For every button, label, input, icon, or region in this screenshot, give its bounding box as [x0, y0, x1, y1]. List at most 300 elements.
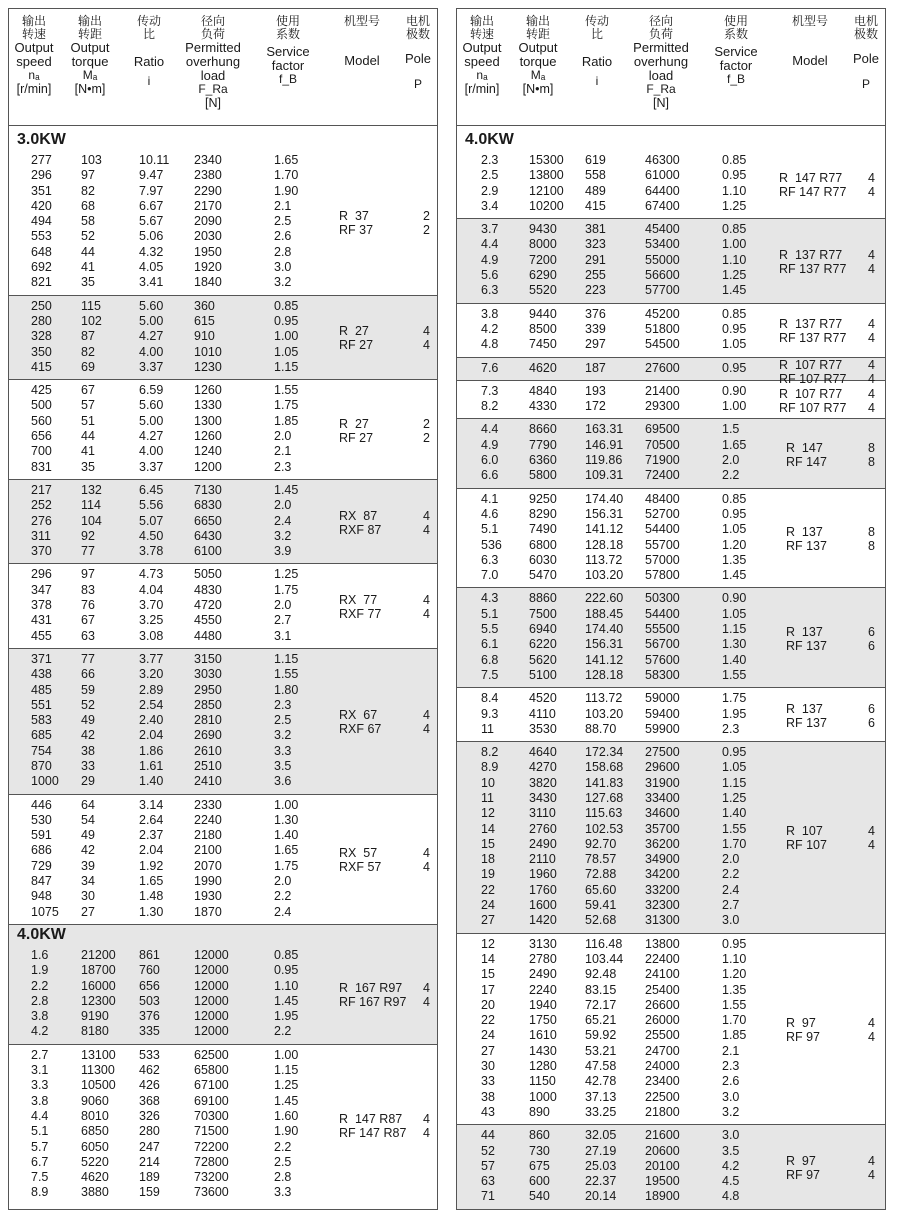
load-cell: 45200 [645, 306, 680, 321]
table-row [457, 983, 885, 998]
pole-value: 4 [868, 838, 875, 853]
ratio-cell: 323 [585, 237, 606, 252]
speed-cell: 5.6 [481, 268, 499, 283]
ratio-cell: 4.27 [139, 429, 164, 444]
torque-cell: 13800 [529, 168, 564, 183]
load-cell: 48400 [645, 491, 680, 506]
model-cell [339, 509, 434, 537]
speed-cell: 3.4 [481, 198, 499, 213]
model-line [779, 387, 879, 401]
pole-value: 4 [423, 722, 430, 737]
ratio-cell: 255 [585, 268, 606, 283]
pole-value: 4 [423, 995, 430, 1010]
model-group [9, 296, 437, 380]
pole-value: 4 [423, 846, 430, 861]
ratio-cell: 159 [139, 1185, 160, 1200]
torque-cell: 8860 [529, 591, 557, 606]
load-cell: 29600 [645, 760, 680, 775]
torque-cell: 16000 [81, 978, 116, 993]
ratio-cell: 188.45 [585, 606, 624, 621]
factor-cell: 1.10 [722, 183, 747, 198]
table-row [9, 759, 437, 774]
torque-cell: 52 [81, 697, 95, 712]
load-cell: 70300 [194, 1108, 229, 1123]
load-cell: 2690 [194, 728, 222, 743]
torque-cell: 21200 [81, 947, 116, 962]
ratio-cell: 4.27 [139, 329, 164, 344]
speed-cell: 7.5 [31, 1170, 49, 1185]
pole-value: 4 [868, 261, 875, 276]
speed-cell: 8.9 [31, 1185, 49, 1200]
pole-value: 8 [868, 440, 875, 455]
ratio-cell: 861 [139, 947, 160, 962]
model-cell [339, 209, 434, 237]
speed-cell: 425 [31, 383, 52, 398]
torque-cell: 6220 [529, 637, 557, 652]
torque-cell: 600 [529, 1174, 550, 1189]
model-name: RF 97 [779, 1167, 820, 1182]
torque-cell: 52 [81, 229, 95, 244]
load-cell: 12000 [194, 963, 229, 978]
speed-cell: 692 [31, 260, 52, 275]
speed-cell: 3.8 [31, 1093, 49, 1108]
header-speed-zh: 输出 转速 [21, 14, 46, 41]
load-cell: 26000 [645, 1013, 680, 1028]
table-row [9, 652, 437, 667]
ratio-cell: 115.63 [585, 806, 623, 821]
speed-cell: 5.1 [31, 1124, 49, 1139]
load-cell: 67100 [194, 1078, 229, 1093]
speed-cell: 33 [481, 1074, 495, 1089]
header-sf-sym: f_B [278, 72, 297, 86]
speed-cell: 8.4 [481, 691, 499, 706]
table-row [9, 1048, 437, 1063]
torque-cell: 8180 [81, 1024, 109, 1039]
model-name: RXF 77 [339, 607, 382, 622]
torque-cell: 77 [81, 651, 95, 666]
load-cell: 35700 [645, 821, 680, 836]
torque-cell: 540 [529, 1189, 550, 1204]
pole-value: 4 [868, 1153, 875, 1168]
load-cell: 56700 [645, 637, 680, 652]
torque-cell: 9430 [529, 222, 557, 237]
speed-cell: 19 [481, 867, 495, 882]
pole-value: 4 [423, 324, 430, 339]
factor-cell: 1.70 [274, 168, 299, 183]
load-cell: 45400 [645, 222, 680, 237]
factor-cell: 2.3 [722, 721, 740, 736]
speed-cell: 3.8 [31, 1009, 49, 1024]
load-cell: 57600 [645, 652, 680, 667]
torque-cell: 8290 [529, 506, 557, 521]
ratio-cell: 59.92 [585, 1028, 617, 1043]
model-line [779, 716, 879, 730]
factor-cell: 3.9 [274, 544, 292, 559]
speed-cell: 24 [481, 898, 495, 913]
factor-cell: 2.4 [274, 904, 292, 919]
speed-cell: 420 [31, 198, 52, 213]
header-load [177, 15, 249, 110]
speed-cell: 4.8 [481, 337, 499, 352]
table-row [457, 1128, 885, 1143]
factor-cell: 1.45 [722, 568, 747, 583]
speed-cell: 350 [31, 344, 52, 359]
load-cell: 1010 [194, 344, 222, 359]
torque-cell: 2110 [529, 852, 556, 867]
table-row [457, 852, 885, 867]
speed-cell: 22 [481, 882, 495, 897]
pole-value: 6 [868, 638, 875, 653]
torque-cell: 4640 [529, 745, 557, 760]
factor-cell: 1.55 [274, 667, 299, 682]
header-sf-en: Service factor [266, 44, 310, 73]
factor-cell: 3.2 [274, 528, 292, 543]
table-row [457, 607, 885, 622]
header-torque-unit: [N•m] [74, 82, 106, 96]
factor-cell: 1.85 [274, 413, 299, 428]
ratio-cell: 141.12 [585, 652, 624, 667]
ratio-cell: 4.50 [139, 528, 164, 543]
model-name: R 137 R77 [779, 317, 843, 332]
ratio-cell: 53.21 [585, 1043, 617, 1058]
speed-cell: 4.1 [481, 491, 499, 506]
factor-cell: 2.7 [722, 898, 740, 913]
speed-cell: 12 [481, 936, 495, 951]
table-row [9, 184, 437, 199]
torque-cell: 41 [81, 444, 95, 459]
model-name: RF 137 [779, 715, 827, 730]
speed-cell: 6.1 [481, 637, 499, 652]
factor-cell: 1.65 [274, 843, 299, 858]
torque-cell: 102 [81, 313, 102, 328]
table-row [457, 937, 885, 952]
load-cell: 1990 [194, 874, 222, 889]
table-row [9, 544, 437, 559]
torque-cell: 35 [81, 275, 95, 290]
ratio-cell: 1.65 [139, 874, 164, 889]
speed-cell: 4.9 [481, 437, 499, 452]
factor-cell: 3.3 [274, 743, 292, 758]
table-row [457, 883, 885, 898]
load-cell: 31300 [645, 913, 680, 928]
table-row [9, 629, 437, 644]
torque-cell: 890 [529, 1104, 550, 1119]
speed-cell: 2.9 [481, 183, 499, 198]
model-cell [779, 702, 879, 730]
table-row [9, 460, 437, 475]
load-cell: 2170 [194, 198, 222, 213]
load-cell: 54500 [645, 337, 680, 352]
table-row [457, 568, 885, 583]
model-group [9, 150, 437, 296]
load-cell: 53400 [645, 237, 680, 252]
section-heading: 4.0KW [9, 925, 437, 945]
table-row [457, 153, 885, 168]
model-name: RXF 57 [339, 860, 382, 875]
torque-cell: 83 [81, 582, 95, 597]
factor-cell: 2.6 [274, 229, 292, 244]
ratio-cell: 6.59 [139, 383, 164, 398]
header-ratio-zh: 传动 比 [584, 14, 609, 41]
model-group [457, 688, 885, 742]
table-row [457, 1105, 885, 1120]
torque-cell: 1000 [529, 1089, 557, 1104]
header-speed-en: Output speed [462, 40, 502, 69]
load-cell: 72800 [194, 1154, 229, 1169]
pole-value: 4 [423, 1125, 430, 1140]
section-heading: 4.0KW [465, 131, 514, 148]
ratio-cell: 376 [139, 1009, 160, 1024]
ratio-cell: 4.05 [139, 260, 164, 275]
speed-cell: 27 [481, 913, 495, 928]
torque-cell: 6940 [529, 622, 557, 637]
model-line [339, 209, 434, 223]
load-cell: 34600 [645, 806, 680, 821]
model-line [779, 248, 879, 262]
header-load-zh: 径向 负荷 [648, 14, 673, 41]
load-cell: 13800 [645, 936, 680, 951]
torque-cell: 8660 [529, 422, 557, 437]
speed-cell: 15 [481, 967, 495, 982]
model-line [779, 185, 879, 199]
torque-cell: 4330 [529, 399, 557, 414]
ratio-cell: 1.86 [139, 743, 164, 758]
factor-cell: 1.45 [722, 283, 747, 298]
model-name: R 27 [339, 324, 369, 339]
load-cell: 71500 [194, 1124, 229, 1139]
model-line [339, 995, 434, 1009]
model-line [779, 702, 879, 716]
ratio-cell: 83.15 [585, 982, 617, 997]
ratio-cell: 5.06 [139, 229, 164, 244]
model-cell [339, 981, 434, 1009]
load-cell: 1950 [194, 244, 222, 259]
model-line [779, 455, 879, 469]
speed-cell: 277 [31, 153, 52, 167]
header-load-sym: F_Ra [198, 82, 228, 96]
load-cell: 2290 [194, 183, 222, 198]
header-ratio-en: Ratio [133, 54, 165, 69]
ratio-cell: 2.04 [139, 728, 164, 743]
ratio-cell: 2.04 [139, 843, 164, 858]
ratio-cell: 291 [585, 252, 606, 267]
speed-cell: 11 [481, 790, 494, 805]
ratio-cell: 4.00 [139, 344, 164, 359]
factor-cell: 1.25 [274, 1078, 299, 1093]
factor-cell: 2.5 [274, 1154, 292, 1169]
load-cell: 1240 [194, 444, 222, 459]
load-cell: 69500 [645, 422, 680, 437]
model-line [339, 223, 434, 237]
factor-cell: 1.75 [274, 582, 299, 597]
header-speed-sym: nₐ [28, 68, 40, 82]
factor-cell: 1.75 [274, 858, 299, 873]
load-cell: 20100 [645, 1158, 680, 1173]
load-cell: 1230 [194, 359, 222, 374]
ratio-cell: 280 [139, 1124, 160, 1139]
torque-cell: 8000 [529, 237, 557, 252]
header-ratio [575, 15, 619, 88]
ratio-cell: 127.68 [585, 790, 624, 805]
speed-cell: 4.4 [31, 1108, 49, 1123]
ratio-cell: 2.89 [139, 682, 164, 697]
header-model-en: Model [344, 53, 380, 68]
ratio-cell: 128.18 [585, 537, 624, 552]
factor-cell: 1.25 [722, 198, 747, 213]
ratio-cell: 415 [585, 198, 606, 213]
model-group [9, 945, 437, 1045]
speed-cell: 296 [31, 168, 52, 183]
ratio-cell: 172 [585, 399, 606, 414]
header-model [327, 15, 397, 68]
model-name: R 107 R77 [779, 357, 843, 372]
load-cell: 69100 [194, 1093, 229, 1108]
ratio-cell: 103.20 [585, 568, 624, 583]
table-row [457, 199, 885, 214]
factor-cell: 2.2 [274, 889, 292, 904]
pole-value: 4 [423, 522, 430, 537]
load-cell: 54400 [645, 606, 680, 621]
model-line [779, 525, 879, 539]
load-cell: 6830 [194, 498, 222, 513]
ratio-cell: 533 [139, 1047, 160, 1062]
load-cell: 1260 [194, 383, 222, 398]
ratio-cell: 7.97 [139, 183, 164, 198]
factor-cell: 0.95 [722, 506, 747, 521]
ratio-cell: 462 [139, 1063, 160, 1078]
header-torque-unit: [N•m] [522, 82, 554, 96]
table-row [9, 1140, 437, 1155]
torque-cell: 3820 [529, 775, 557, 790]
header-sf-en: Service factor [714, 44, 758, 73]
ratio-cell: 20.14 [585, 1189, 617, 1204]
header-ratio-sym: i [595, 74, 599, 88]
table-row [9, 275, 437, 290]
model-line [339, 981, 434, 995]
factor-cell: 1.20 [722, 537, 747, 552]
factor-cell: 1.40 [274, 828, 299, 843]
torque-cell: 77 [81, 544, 95, 559]
speed-cell: 6.6 [481, 468, 499, 483]
header-sf [705, 15, 767, 86]
ratio-cell: 503 [139, 993, 160, 1008]
load-cell: 1300 [194, 413, 222, 428]
factor-cell: 0.95 [722, 936, 747, 951]
model-cell [779, 1016, 879, 1044]
torque-cell: 114 [81, 498, 101, 513]
ratio-cell: 22.37 [585, 1174, 617, 1189]
model-name: RF 107 [779, 838, 827, 853]
ratio-cell: 619 [585, 153, 606, 167]
speed-cell: 2.3 [481, 153, 499, 167]
table-row [9, 1094, 437, 1109]
load-cell: 72200 [194, 1139, 229, 1154]
model-group [9, 380, 437, 480]
speed-cell: 1.6 [31, 947, 49, 962]
torque-cell: 82 [81, 183, 95, 198]
load-cell: 7130 [194, 482, 222, 497]
factor-cell: 1.00 [274, 329, 299, 344]
table-row [457, 776, 885, 791]
speed-cell: 530 [31, 812, 52, 827]
ratio-cell: 103.20 [585, 706, 624, 721]
factor-cell: 1.65 [274, 153, 299, 167]
speed-cell: 438 [31, 667, 52, 682]
speed-cell: 583 [31, 713, 52, 728]
torque-cell: 9060 [81, 1093, 109, 1108]
table-row [457, 998, 885, 1013]
factor-cell: 3.5 [722, 1143, 740, 1158]
speed-cell: 494 [31, 214, 52, 229]
speed-cell: 2.2 [31, 978, 49, 993]
factor-cell: 1.25 [274, 567, 299, 582]
pole-value: 4 [423, 508, 430, 523]
header-torque-zh: 输出 转距 [525, 14, 550, 41]
header-pole [399, 15, 437, 91]
ratio-cell: 1.48 [139, 889, 164, 904]
pole-value: 4 [868, 185, 875, 200]
model-line [339, 722, 434, 736]
pole-value: 8 [868, 539, 875, 554]
factor-cell: 4.8 [722, 1189, 740, 1204]
ratio-cell: 4.73 [139, 567, 164, 582]
speed-cell: 948 [31, 889, 52, 904]
ratio-cell: 187 [585, 360, 606, 375]
factor-cell: 2.3 [274, 697, 292, 712]
header-torque-en: Output torque [70, 40, 110, 69]
torque-cell: 39 [81, 858, 95, 873]
model-cell [339, 593, 434, 621]
factor-cell: 3.5 [274, 758, 292, 773]
ratio-cell: 222.60 [585, 591, 624, 606]
factor-cell: 1.85 [722, 1028, 747, 1043]
factor-cell: 3.3 [274, 1185, 292, 1200]
table-row [457, 507, 885, 522]
speed-cell: 252 [31, 498, 52, 513]
load-cell: 72400 [645, 468, 680, 483]
factor-cell: 1.45 [274, 993, 299, 1008]
torque-cell: 9190 [81, 1009, 109, 1024]
header-pole-zh: 电机 极数 [853, 14, 878, 41]
factor-cell: 0.90 [722, 383, 747, 398]
load-cell: 5050 [194, 567, 222, 582]
load-cell: 3030 [194, 667, 222, 682]
torque-cell: 7490 [529, 522, 557, 537]
pole-value: 4 [868, 1167, 875, 1182]
load-cell: 2380 [194, 168, 222, 183]
table-row [9, 567, 437, 582]
model-group [457, 742, 885, 934]
factor-cell: 1.40 [722, 806, 747, 821]
torque-cell: 3130 [529, 936, 557, 951]
speed-cell: 43 [481, 1104, 495, 1119]
factor-cell: 1.05 [274, 344, 299, 359]
factor-cell: 0.95 [722, 360, 747, 375]
load-cell: 62500 [194, 1047, 229, 1062]
ratio-cell: 760 [139, 963, 160, 978]
header-pole-zh: 电机 极数 [405, 14, 430, 41]
model-name: R 147 [779, 440, 823, 455]
model-line [339, 417, 434, 431]
load-cell: 2240 [194, 812, 222, 827]
factor-cell: 2.0 [274, 874, 292, 889]
pole-value: 8 [868, 454, 875, 469]
model-group [457, 419, 885, 488]
header-ratio-zh: 传动 比 [136, 14, 161, 41]
ratio-cell: 42.78 [585, 1074, 617, 1089]
torque-cell: 58 [81, 214, 95, 229]
ratio-cell: 33.25 [585, 1104, 617, 1119]
